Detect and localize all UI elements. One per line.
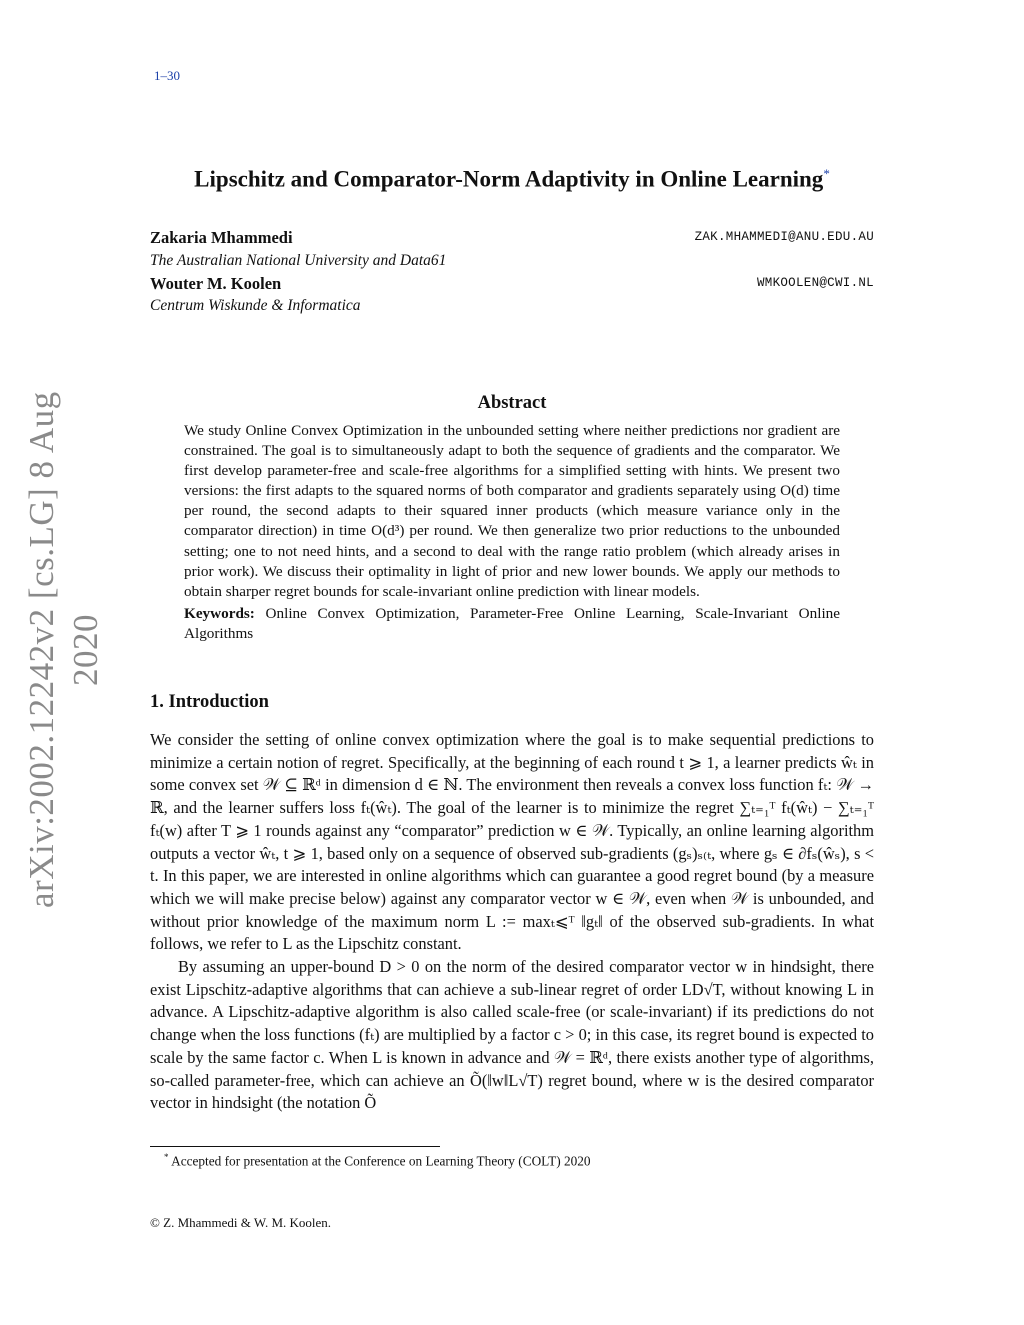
author-affiliation: Centrum Wiskunde & Informatica bbox=[150, 297, 361, 314]
intro-paragraph-1: We consider the setting of online convex optimization where the goal is to make sequential predictions to minimize a certain notion of regret. Specifically, at the beginning of each round t ⩾ 1, a learner predicts ŵₜ in some convex set 𝒲 ⊆ ℝᵈ in dimension d ∈ ℕ. The environment then reveals a convex loss function fₜ: 𝒲 → ℝ, and the learner suffers loss fₜ(ŵₜ). The goal of the learner is to minimize the regret ∑ₜ₌₁ᵀ fₜ(ŵₜ) − ∑ₜ₌₁ᵀ fₜ(w) after T ⩾ 1 rounds against any “comparator” prediction w ∈ 𝒲. Typically, an online learning algorithm outputs a vector ŵₜ, t ⩾ 1, based only on a sequence of observed sub-gradients (gₛ)ₛ₍ₜ, where gₛ ∈ ∂fₛ(ŵₛ), s < t. In this paper, we are interested in online algorithms which can guarantee a good regret bound (by a measure which we will make precise below) against any comparator vector w ∈ 𝒲, even when 𝒲 is unbounded, and without prior knowledge of the maximum norm L := maxₜ⩽ᵀ ‖gₜ‖ of the observed sub-gradients. In what follows, we refer to L as the Lipschitz constant. bbox=[150, 730, 874, 954]
keywords bbox=[184, 604, 840, 644]
footnote bbox=[164, 1152, 591, 1169]
paper-title bbox=[150, 166, 874, 193]
abstract-body bbox=[184, 421, 840, 644]
introduction-body bbox=[150, 729, 874, 1115]
abstract-heading: Abstract bbox=[477, 393, 547, 413]
title-footnote-mark[interactable]: * bbox=[823, 166, 830, 181]
keywords-label: Keywords: bbox=[184, 604, 255, 622]
author-name: Zakaria Mhammedi bbox=[150, 228, 293, 247]
author-affiliation: The Australian National University and Data61 bbox=[150, 252, 447, 269]
author-name: Wouter M. Koolen bbox=[150, 274, 282, 293]
abstract-text: We study Online Convex Optimization in the unbounded setting where neither predictions nor gradient are constrained. The goal is to simultaneously adapt to both the sequence of gradients and the comparator. We first develop parameter-free and scale-free algorithms for a simplified setting with hints. We present two versions: the first adapts to the squared norms of both comparator and gradients separately using O(d) time per round, the second adapts to their squared inner products (which measure variance only in the comparator direction) in time O(d³) per round. We then generalize two prior reductions to the unbounded setting; one to not need hints, and a second to deal with the range ratio problem (which already arises in prior work). We discuss their optimality in light of prior and new lower bounds. We apply our methods to obtain sharper regret bounds for scale-invariant online prediction with linear models. bbox=[184, 422, 840, 600]
paper-title-text: Lipschitz and Comparator-Norm Adaptivity in Online Learning bbox=[194, 166, 824, 192]
section-heading: 1. Introduction bbox=[150, 692, 269, 712]
page-range: 1–30 bbox=[154, 68, 180, 83]
footnote-mark: * bbox=[164, 1152, 169, 1162]
author-1 bbox=[150, 228, 874, 248]
copyright: © Z. Mhammedi & W. M. Koolen. bbox=[150, 1215, 332, 1230]
author-email[interactable]: WMKOOLEN@CWI.NL bbox=[756, 276, 874, 290]
footnote-rule bbox=[150, 1146, 440, 1147]
author-2 bbox=[150, 274, 874, 294]
arxiv-stamp[interactable]: arXiv:2002.12242v2 [cs.LG] 8 Aug 2020 bbox=[22, 391, 105, 909]
author-email[interactable]: ZAK.MHAMMEDI@ANU.EDU.AU bbox=[694, 230, 874, 244]
intro-paragraph-2: By assuming an upper-bound D > 0 on the norm of the desired comparator vector w in hindsight, there exist Lipschitz-adaptive algorithms that can achieve a sub-linear regret of order LD√T, without knowing L in advance. A Lipschitz-adaptive algorithm is also called scale-free (or scale-invariant) if its predictions do not change when the loss functions (fₜ) are multiplied by a factor c > 0; in this case, its regret bound is expected to scale by the same factor c. When L is known in advance and 𝒲 = ℝᵈ, there exists another type of algorithms, so-called parameter-free, which can achieve an Õ(‖w‖L√T) regret bound, where w is the desired comparator vector in hindsight (the notation Õ bbox=[150, 957, 874, 1113]
footnote-text: Accepted for presentation at the Conference on Learning Theory (COLT) 2020 bbox=[171, 1153, 591, 1169]
keywords-text: Online Convex Optimization, Parameter-Free Online Learning, Scale-Invariant Online Algorithms bbox=[184, 604, 840, 642]
